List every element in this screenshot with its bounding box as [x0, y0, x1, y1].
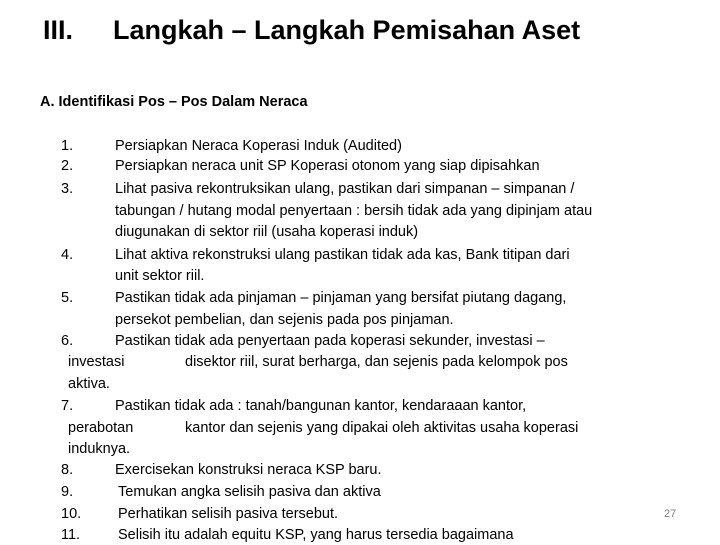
list-item-text: persekot pembelian, dan sejenis pada pos pinjaman. — [115, 312, 454, 328]
list-item-text: Lihat aktiva rekonstruksi ulang pastikan tidak ada kas, Bank titipan dari — [115, 247, 570, 263]
list-item-text: Exercisekan konstruksi neraca KSP baru. — [115, 462, 382, 478]
list-number: 2. — [61, 158, 74, 174]
list-item-text: kantor dan sejenis yang dipakai oleh aktivitas usaha koperasi — [185, 420, 579, 436]
list-item-text: Pastikan tidak ada : tanah/bangunan kantor, kendaraaan kantor, — [115, 398, 527, 414]
list-item-text: Persiapkan neraca unit SP Koperasi otonom yang siap dipisahkan — [115, 158, 540, 174]
page-number: 27 — [664, 508, 677, 520]
list-item-text: disektor riil, surat berharga, dan sejenis pada kelompok pos — [185, 354, 568, 370]
list-item-text: unit sektor riil. — [115, 268, 205, 284]
list-number: 5. — [61, 290, 74, 306]
title-text: Langkah – Langkah Pemisahan Aset — [113, 15, 581, 45]
list-item-text: aktiva. — [68, 376, 110, 392]
list-item-text: Pastikan tidak ada pinjaman – pinjaman yang bersifat piutang dagang, — [115, 290, 567, 306]
list-item-text: diugunakan di sektor riil (usaha koperasi induk) — [115, 224, 419, 240]
list-number: 1. — [61, 138, 74, 154]
list-number: 9. — [61, 484, 74, 500]
list-item-text: perabotan — [68, 420, 134, 436]
list-number: 6. — [61, 333, 74, 349]
list-number: 10. — [61, 506, 82, 522]
list-item-text: tabungan / hutang modal penyertaan : bersih tidak ada yang dipinjam atau — [115, 203, 593, 219]
list-number: 11. — [61, 527, 81, 543]
list-number: 3. — [61, 181, 74, 197]
list-number: 8. — [61, 462, 74, 478]
list-item-text: Temukan angka selisih pasiva dan aktiva — [118, 484, 381, 500]
list-item-text: Selisih itu adalah equitu KSP, yang harus tersedia bagaimana — [118, 527, 514, 543]
list-number: 7. — [61, 398, 74, 414]
list-item-text: Pastikan tidak ada penyertaan pada koperasi sekunder, investasi – — [115, 333, 545, 349]
list-item-text: Persiapkan Neraca Koperasi Induk (Audited) — [115, 138, 402, 154]
section-heading: A. Identifikasi Pos – Pos Dalam Neraca — [40, 94, 308, 110]
list-item-text: Lihat pasiva rekontruksikan ulang, pastikan dari simpanan – simpanan / — [115, 181, 575, 197]
list-number: 4. — [61, 247, 74, 263]
list-item-text: induknya. — [68, 441, 131, 457]
list-item-text: investasi — [68, 354, 125, 370]
list-item-text: Perhatikan selisih pasiva tersebut. — [118, 506, 339, 522]
title-number: III. — [43, 15, 74, 45]
